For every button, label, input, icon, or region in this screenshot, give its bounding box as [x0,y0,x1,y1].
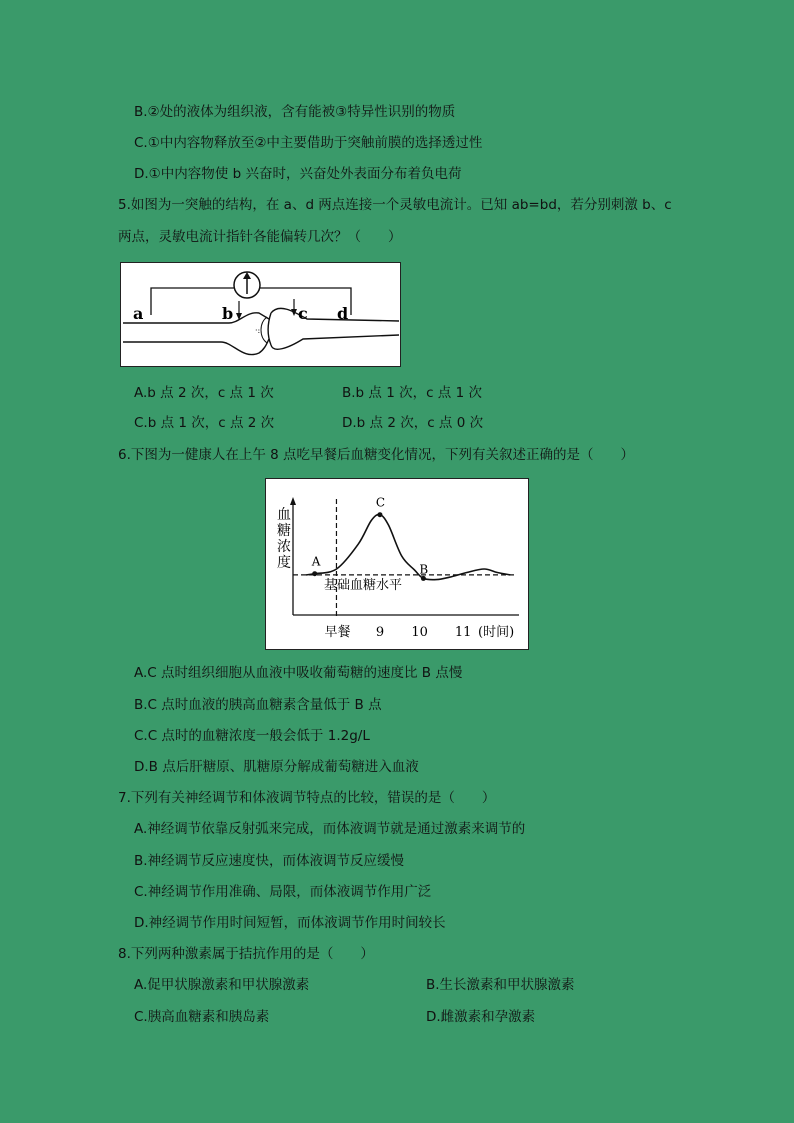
q4-option-b: B.②处的液体为组织液，含有能被③特异性识别的物质 [134,104,456,120]
q6-stem: 6.下图为一健康人在上午 8 点吃早餐后血糖变化情况，下列有关叙述正确的是（ ） [118,447,635,463]
q7-option-c: C.神经调节作用准确、局限，而体液调节作用广泛 [134,884,432,900]
q5-option-c: C.b 点 1 次，c 点 2 次 [134,415,275,431]
q8-option-b: B.生长激素和甲状腺激素 [426,977,575,993]
point-label-c: C [375,495,386,510]
q5-stem-line1: 5.如图为一突触的结构，在 a、d 两点连接一个灵敏电流计。已知 ab=bd，若分别刺激 b、c [118,197,672,213]
q5-option-b: B.b 点 1 次，c 点 1 次 [342,385,482,401]
point-label-b: B [419,562,429,577]
label-a: a [133,304,144,323]
q5-option-a: A.b 点 2 次，c 点 1 次 [134,385,274,401]
q7-option-a: A.神经调节依靠反射弧来完成，而体液调节就是通过激素来调节的 [134,821,526,837]
y-axis-label-char-2: 糖 [277,523,291,539]
q7-option-d: D.神经调节作用时间短暂，而体液调节作用时间较长 [134,915,446,931]
q6-option-d: D.B 点后肝糖原、肌糖原分解成葡萄糖进入血液 [134,759,419,775]
x-tick-label: 9 [375,625,385,640]
y-axis-label-char-1: 血 [277,507,291,523]
q4-option-c: C.①中内容物释放至②中主要借助于突触前膜的选择透过性 [134,135,483,151]
svg-text:·:: ·: [255,326,261,335]
q5-stem-line2: 两点，灵敏电流计指针各能偏转几次？（ ） [118,229,402,245]
x-tick-label: 早餐 [324,625,351,640]
q6-option-b: B.C 点时血液的胰高血糖素含量低于 B 点 [134,697,382,713]
q8-stem: 8.下列两种激素属于拮抗作用的是（ ） [118,946,374,962]
q7-option-b: B.神经调节反应速度快，而体液调节反应缓慢 [134,853,405,869]
q8-option-d: D.雌激素和孕激素 [426,1009,536,1025]
label-b: b [222,304,234,323]
x-tick-label: 11 [454,625,472,640]
q6-option-a: A.C 点时组织细胞从血液中吸收葡萄糖的速度比 B 点慢 [134,665,463,681]
q8-option-c: C.胰高血糖素和胰岛素 [134,1009,270,1025]
y-axis-label-char-4: 度 [277,555,291,571]
q7-stem: 7.下列有关神经调节和体液调节特点的比较，错误的是（ ） [118,790,496,806]
label-c: c [298,304,308,323]
point-b [421,576,426,581]
baseline-label: 基础血糖水平 [324,578,403,593]
label-d: d [337,304,349,323]
synapse-figure [120,262,401,367]
q6-option-c: C.C 点时的血糖浓度一般会低于 1.2g/L [134,728,370,744]
q5-option-d: D.b 点 2 次，c 点 0 次 [342,415,484,431]
q4-option-d: D.①中内容物使 b 兴奋时，兴奋处外表面分布着负电荷 [134,166,462,182]
q8-option-a: A.促甲状腺激素和甲状腺激素 [134,977,310,993]
point-a [312,571,317,576]
x-tick-label: 10 [411,625,428,640]
point-label-a: A [311,554,321,569]
y-axis-label-char-3: 浓 [277,539,291,555]
x-axis-label: (时间) [478,625,515,640]
point-c [377,512,382,517]
blood-glucose-chart [265,478,529,650]
